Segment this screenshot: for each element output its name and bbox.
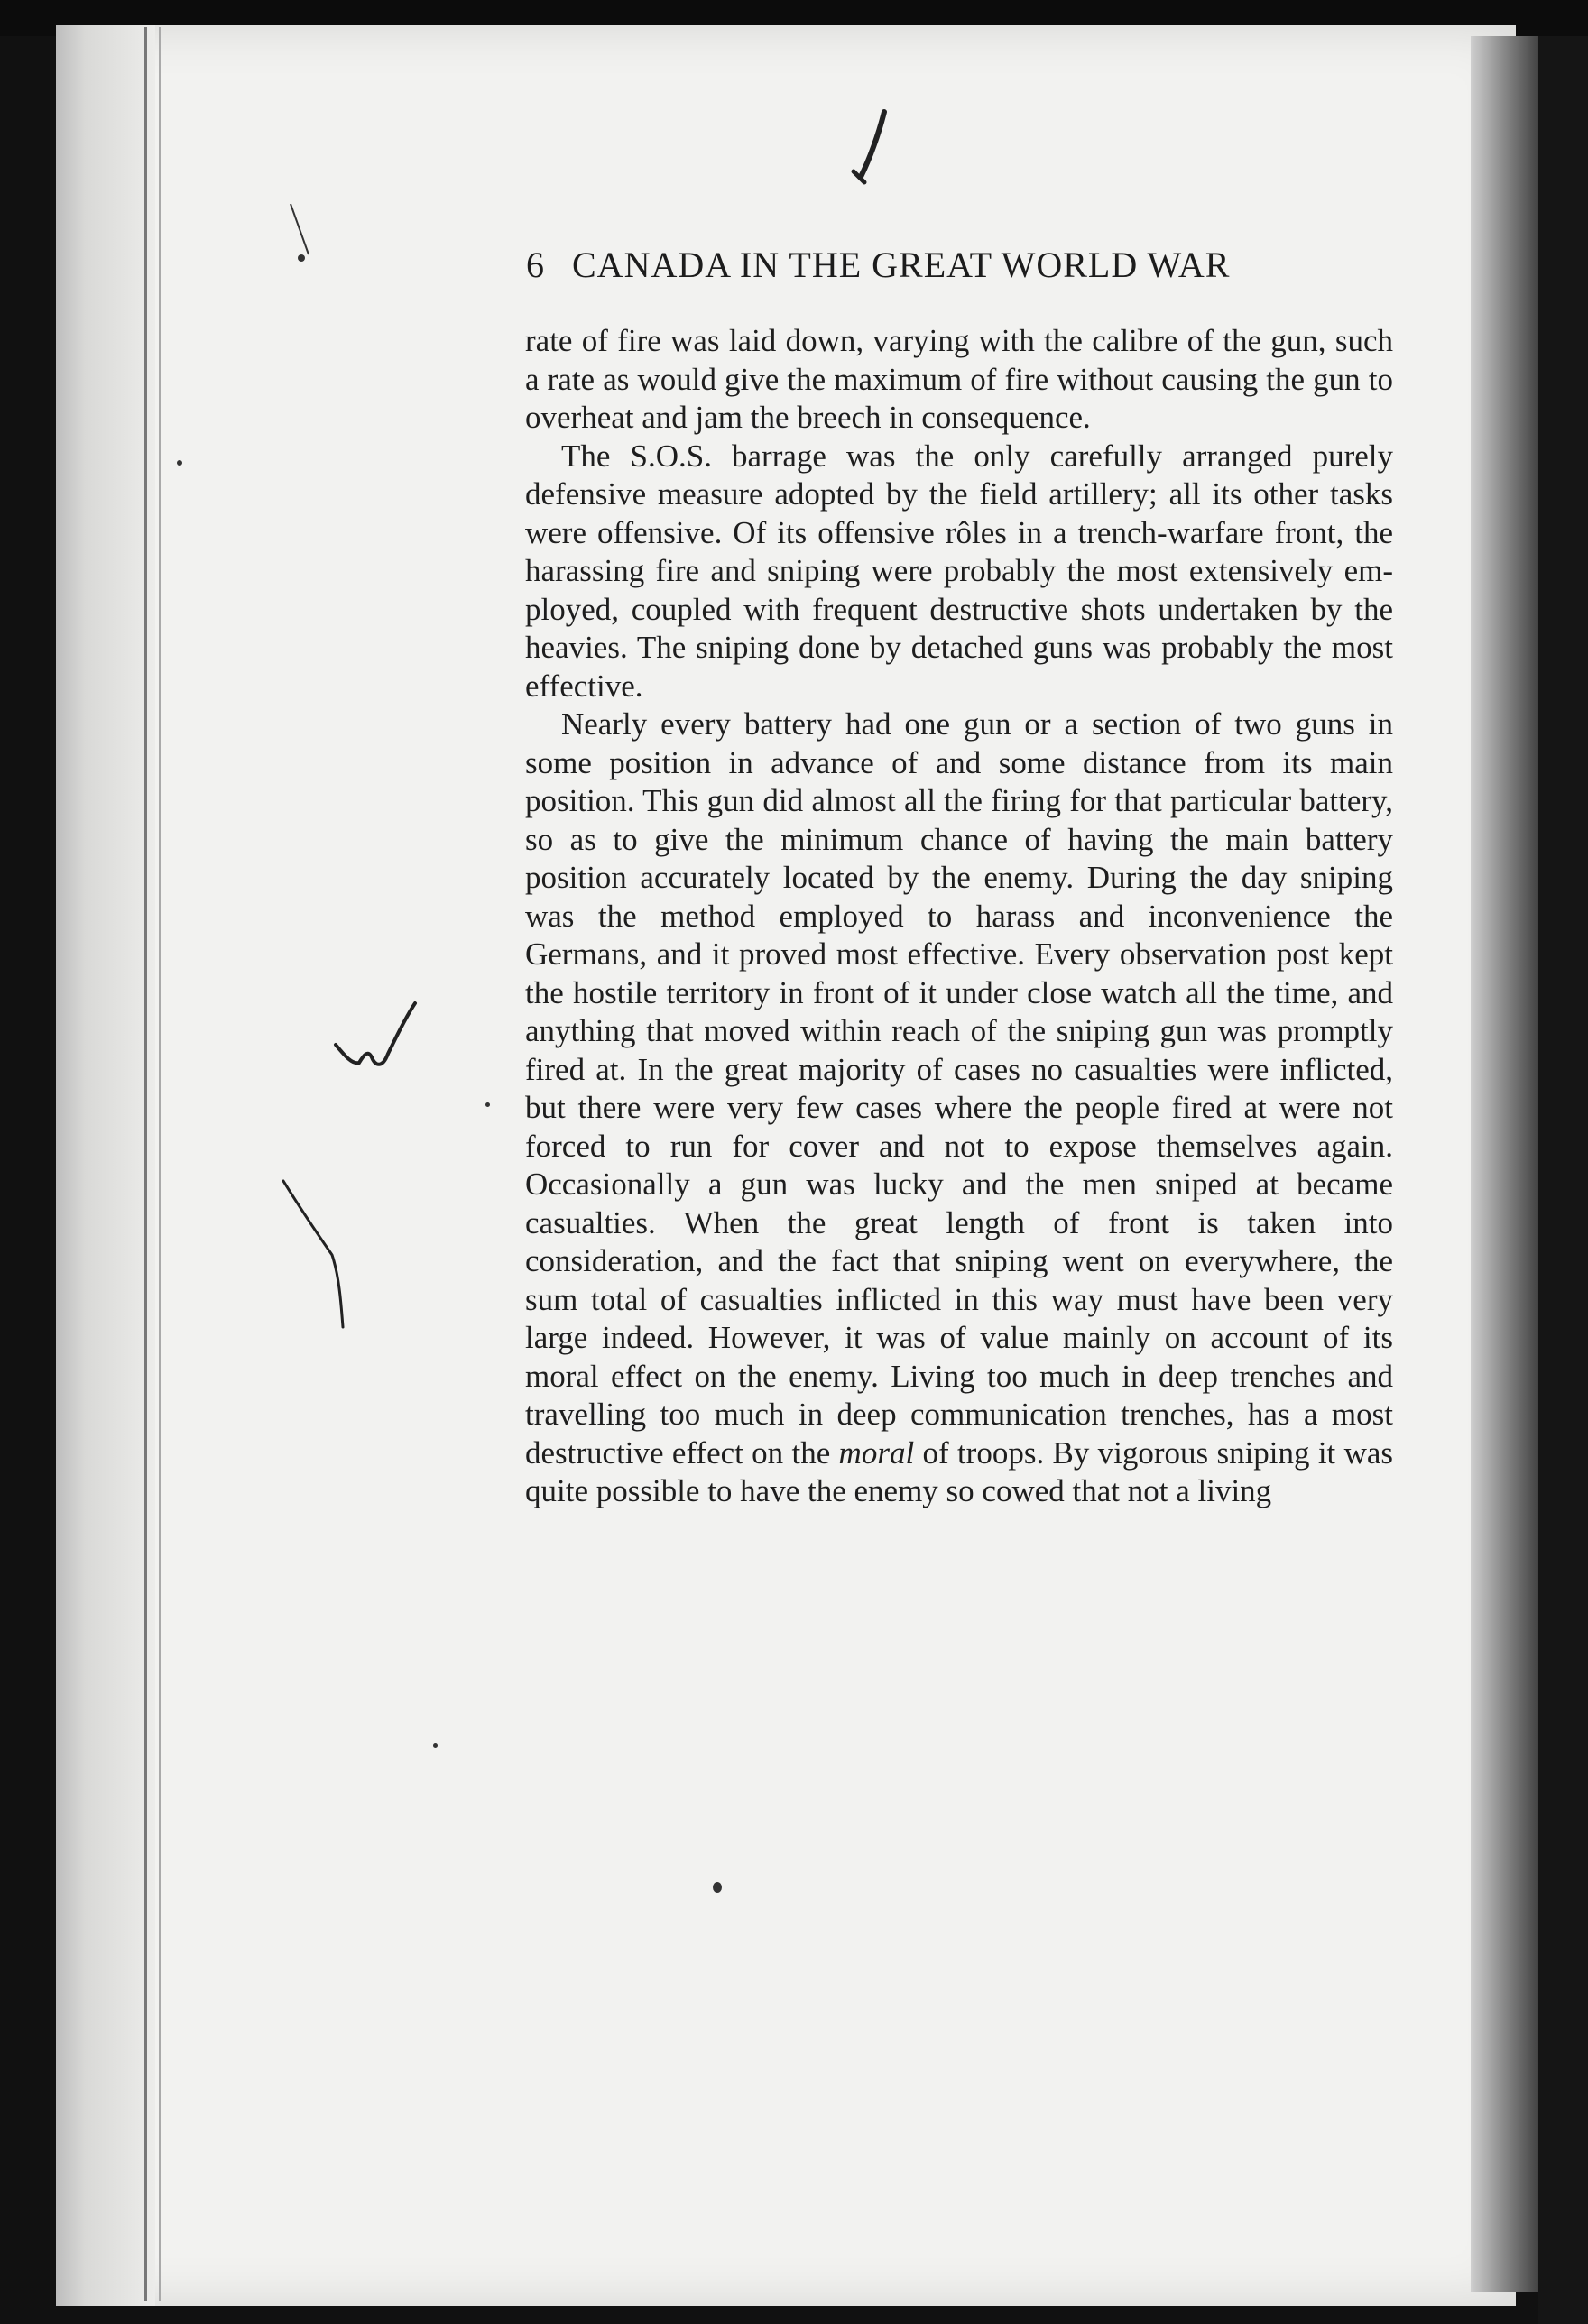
italic-word: moral bbox=[838, 1434, 915, 1471]
specks-dot bbox=[713, 1882, 722, 1893]
binding-line-secondary bbox=[159, 27, 161, 2301]
body-text bbox=[525, 322, 1393, 1511]
page-number: 6 bbox=[526, 244, 545, 285]
specks-dot bbox=[485, 1102, 490, 1107]
scan-right-edge bbox=[1538, 36, 1588, 2324]
page-binding-strip bbox=[56, 25, 155, 2306]
pencil-check-mark-icon bbox=[848, 106, 920, 188]
specks-dot bbox=[433, 1743, 438, 1748]
paragraph: rate of fire was laid down, varying with the calibre of the gun, such a rate as would give the maximum of fire without causing the gun to overheat and jam the breech in consequence. bbox=[525, 323, 1393, 435]
handwritten-w-mark-icon bbox=[332, 1000, 419, 1099]
paragraph-text-tail: of troops. By vigorous sniping it was quite possible to have the enemy so cowed that not a living bbox=[525, 1434, 1394, 1508]
paragraph: The S.O.S. barrage was the only carefully arranged purely defensive measure adopted by the field artillery; all its other tasks were offensive. Of its offensive rôles in a trench-warfare front, the harassing fire and sniping were probably the most extensively employed, coupled with frequent destructive shots undertaken by the heavies. The sniping done by detached guns was probably the most effective. bbox=[525, 438, 1393, 704]
specks-dot bbox=[177, 460, 182, 466]
binding-line bbox=[144, 27, 147, 2301]
page-edge-shadow bbox=[1471, 36, 1543, 2292]
running-header bbox=[526, 244, 1392, 289]
running-title: CANADA IN THE GREAT WORLD WAR bbox=[572, 244, 1231, 285]
specks-dot bbox=[298, 254, 305, 262]
paragraph-text: Nearly every battery had one gun or a section of two guns in some position in advance of and some distance from its main position. This gun did almost all the firing for that particular battery, so as to give the minimum chance of having the main battery position accurately located by the enemy. During the day sniping was the method employed to harass and inconvenience the Germans, and it proved most effective. Every observation post kept the hostile territory in front of it under close watch all the time, and anything that moved within reach of the sniping gun was promptly fired at. In the great majority of cases no casualties were inflicted, but there were very few cases where the people fired at were not forced to run for cover and not to expose themselves again. Occasionally a gun was lucky and the men sniped at became casualties. When the great length of front is taken into consideration, and the fact that sniping went on everywhere, the sum total of casualties inflicted in this way must have been very large indeed. However, it was of value mainly on account of its moral effect on the enemy. Living too much in deep trenches and travelling too much in deep communication trenches, has a most destructive effect on the bbox=[525, 706, 1393, 1471]
pencil-margin-bracket-icon bbox=[280, 1177, 352, 1331]
paragraph bbox=[525, 706, 1393, 1511]
